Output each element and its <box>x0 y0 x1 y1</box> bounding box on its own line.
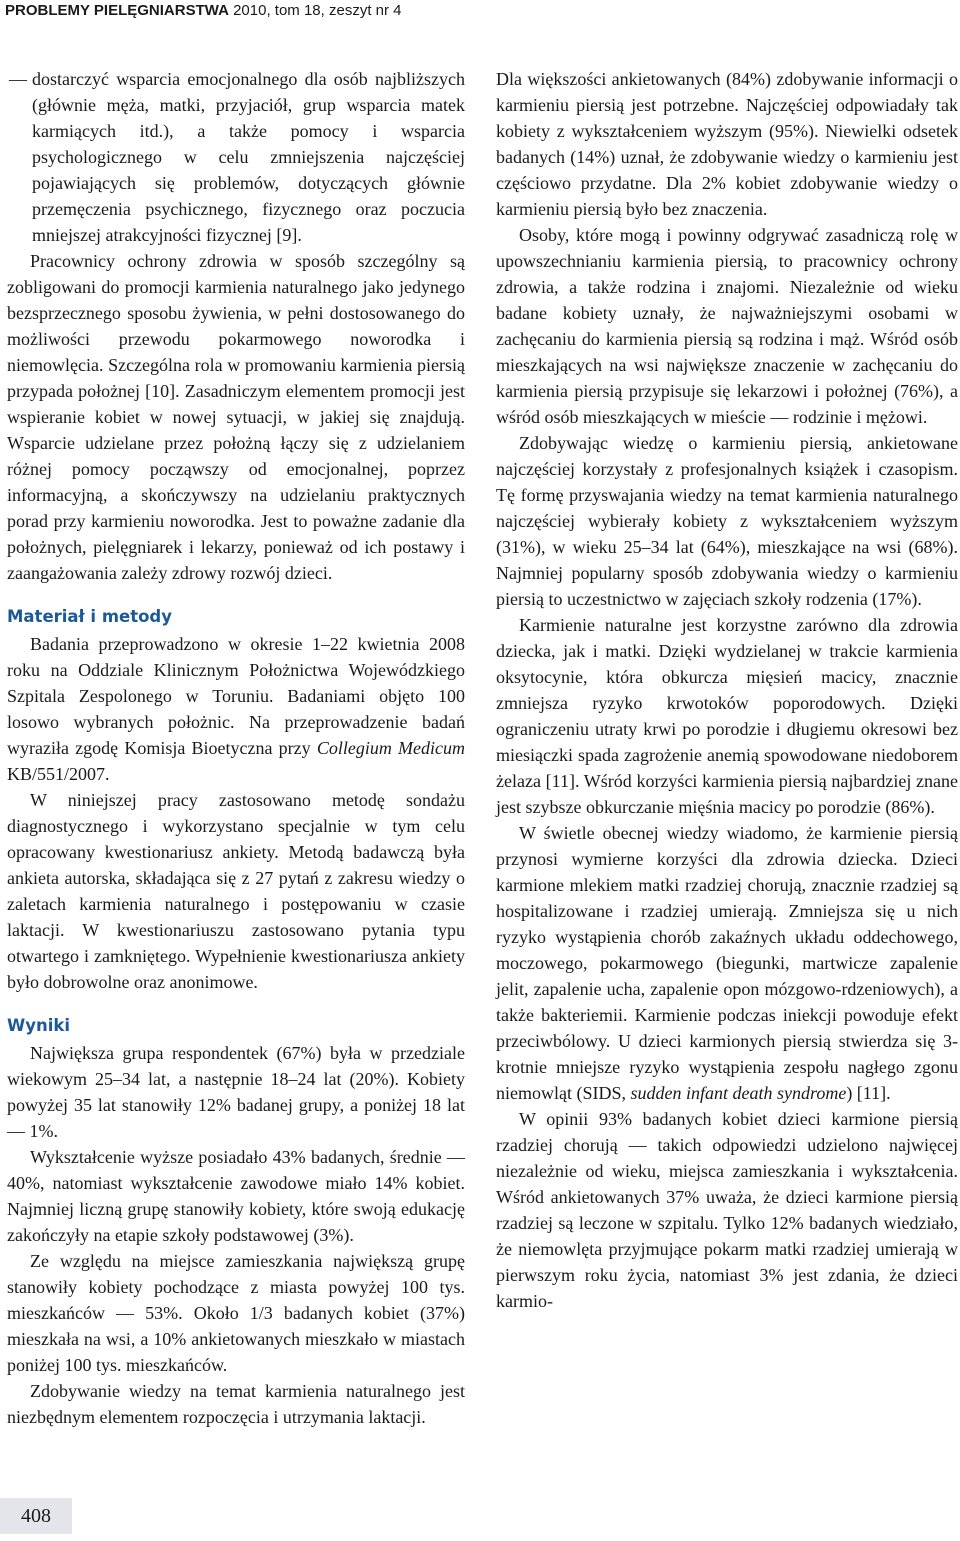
right-paragraph-2: Osoby, które mogą i powinny odgrywać zasadniczą rolę w upowszechnianiu karmienia piersią, to pracownicy ochrony zdrowia, a także rodzina i znajomi. Niezależnie od wieku badane kobiety uznały, że najważniejszymi osobami w zachęcaniu do karmienia piersią są rodzina i mąż. Wśród osób mieszkających na wsi największe znaczenie w zachęcaniu do karmienia piersią przypisuje się lekarzowi i położnej (76%), a wśród osób mieszkających w mieście — rodzinie i mężowi. <box>496 225 958 427</box>
continuation-paragraph: Dla większości ankietowanych (84%) zdobywanie informacji o karmieniu piersią jest potrzebne. Najczęściej odpowiadały tak kobiety z wykształceniem wyższym (95%). Niewielki odsetek badanych (14%) uznał, że zdobywanie wiedzy o karmieniu jest częściowo przydatne. Dla 2% kobiet zdobywanie wiedzy o karmieniu piersią było bez znaczenia. <box>496 69 958 219</box>
results-paragraph-4: Zdobywanie wiedzy na temat karmienia naturalnego jest niezbędnym elementem rozpoczęcia i utrzymania laktacji. <box>7 1381 465 1427</box>
results-paragraph-2: Wykształcenie wyższe posiadało 43% badanych, średnie — 40%, natomiast wykształcenie zawodowe miało 14% kobiet. Najmniej liczną grupę stanowiły kobiety, które swoją edukację zakończyły na etapie szkoły podstawowej (3%). <box>7 1147 465 1245</box>
results-heading: Wyniki <box>7 1016 70 1035</box>
results-paragraph-1: Największa grupa respondentek (67%) była w przedziale wiekowym 25–34 lat, a następnie 18–24 lat (20%). Kobiety powyżej 35 lat stanowiły 12% badanej grupy, a poniżej 18 lat — 1%. <box>7 1043 465 1141</box>
results-paragraph-3: Ze względu na miejsce zamieszkania największą grupę stanowiły kobiety pochodzące z miasta powyżej 100 tys. mieszkańców — 53%. Około 1/3 badanych kobiet (37%) mieszkała na wsi, a 10% ankietowanych mieszkało w miastach poniżej 100 tys. mieszkańców. <box>7 1251 465 1375</box>
running-head <box>5 2 402 19</box>
right-paragraph-3: Zdobywając wiedzę o karmieniu piersią, ankietowane najczęściej korzystały z profesjonalnych książek i czasopism. Tę formę przyswajania wiedzy na temat karmienia naturalnego najczęściej wybierały kobiety z wykształceniem wyższym (31%), w wieku 25–34 lat (64%), mieszkające na wsi (68%). Najmniej popularny sposób zdobywania wiedzy o karmieniu piersią to uczestnictwo w zajęciach szkoły rodzenia (17%). <box>496 433 958 609</box>
methods-p1-text-end: KB/551/2007. <box>7 764 110 784</box>
journal-issue: 2010, tom 18, zeszyt nr 4 <box>228 2 402 19</box>
methods-p1-italic: Collegium Medicum <box>316 738 465 758</box>
right-paragraph-6: W opinii 93% badanych kobiet dzieci karmione piersią rzadziej chorują — takich odpowiedzi udzielono najwięcej niezależnie od wieku, miejsca zamieszkania i wykształcenia. Wśród ankietowanych 37% uważa, że dzieci karmione piersią rzadziej są leczone w szpitalu. Tylko 12% badanych wiedziało, że niemowlęta przyjmujące pokarm matki rzadziej umierają w pierwszym roku życia, natomiast 3% jest zdania, że dzieci karmio- <box>496 1109 958 1311</box>
right-p5-text-end: ) [11]. <box>846 1083 891 1103</box>
left-column <box>7 66 465 1430</box>
page-number: 408 <box>0 1498 72 1534</box>
intro-paragraph: Pracownicy ochrony zdrowia w sposób szczególny są zobligowani do promocji karmienia naturalnego jako jedynego bezsprzecznego sposobu żywienia, w pełni dostosowanego do możliwości przewodu pokarmowego noworodka i niemowlęcia. Szczególna rola w promowaniu karmienia piersią przypada położnej [10]. Zasadniczym elementem promocji jest wspieranie kobiet w nowej sytuacji, w jakiej się znajdują. Wsparcie udzielane przez położną łączy się z udzielaniem różnej pomocy począwszy od emocjonalnej, poprzez informacyjną, a skończywszy na udzielaniu praktycznych porad przy karmieniu noworodka. Jest to poważne zadanie dla położnych, pielęgniarek i lekarzy, ponieważ od ich postawy i zaangażowania zależy zdrowy rozwój dzieci. <box>7 251 465 583</box>
bullet-dash: — <box>9 69 27 89</box>
methods-paragraph-1 <box>7 631 465 787</box>
bullet-item <box>7 66 465 248</box>
right-p5-italic: sudden infant death syndrome <box>630 1083 847 1103</box>
journal-name: PROBLEMY PIELĘGNIARSTWA <box>5 2 229 19</box>
right-column <box>496 66 958 1314</box>
methods-paragraph-2: W niniejszej pracy zastosowano metodę sondażu diagnostycznego i wykorzystano specjalnie w tym celu opracowany kwestionariusz ankiety. Metodą badawczą była ankieta autorska, składająca się z 27 pytań z zakresu wiedzy o zaletach karmienia naturalnego i postępowaniu w czasie laktacji. W kwestionariuszu zastosowano pytania typu otwartego i zamkniętego. Wypełnienie kwestionariusza ankiety było dobrowolne oraz anonimowe. <box>7 790 465 992</box>
right-p5-text: W świetle obecnej wiedzy wiadomo, że karmienie piersią przynosi wymierne korzyści dla zdrowia dziecka. Dzieci karmione mlekiem matki rzadziej chorują, znacznie rzadziej są hospitalizowane i rzadziej umierają. Zmniejsza się u nich ryzyko wystąpienia chorób zakaźnych układu oddechowego, moczowego, pokarmowego (biegunki, martwicze zapalenie jelit, zapalenie ucha, zapalenie opon mózgowo-rdzeniowych), a także bakteriemii. Karmienie podczas iniekcji powoduje efekt przeciwbólowy. U dzieci karmionych piersią stwierdza się 3-krotnie mniejsze ryzyko wystąpienia zespołu nagłego zgonu niemowląt (SIDS, <box>496 823 958 1103</box>
right-paragraph-4: Karmienie naturalne jest korzystne zarówno dla zdrowia dziecka, jak i matki. Dzięki wydzielanej w trakcie karmienia oksytocynie, która obkurcza mięsień macicy, znacznie zmniejsza ryzyko krwotoków poporodowych. Dzięki ograniczeniu utraty krwi po porodzie i długiemu okresowi bez miesiączki spada zagrożenie anemią spowodowane niedoborem żelaza [11]. Wśród korzyści karmienia piersią najbardziej znane jest szybsze obkurczanie mięśnia macicy po porodzie (86%). <box>496 615 958 817</box>
methods-p1-text: Badania przeprowadzono w okresie 1–22 kwietnia 2008 roku na Oddziale Klinicznym Położnictwa Wojewódzkiego Szpitala Zespolonego w Toruniu. Badaniami objęto 100 losowo wybranych położnic. Na przeprowadzenie badań wyraziła zgodę Komisja Bioetyczna przy <box>7 634 465 758</box>
bullet-text: dostarczyć wsparcia emocjonalnego dla osób najbliższych (głównie męża, matki, przyjaciół, grup wsparcia matek karmiących itd.), a także pomocy i wsparcia psychologicznego w celu zmniejszenia najczęściej pojawiających się problemów, dotyczących głównie przemęczenia psychicznego, fizycznego oraz poczucia mniejszej atrakcyjności fizycznej [9]. <box>32 69 465 245</box>
methods-heading: Materiał i metody <box>7 607 172 626</box>
right-paragraph-5 <box>496 820 958 1106</box>
